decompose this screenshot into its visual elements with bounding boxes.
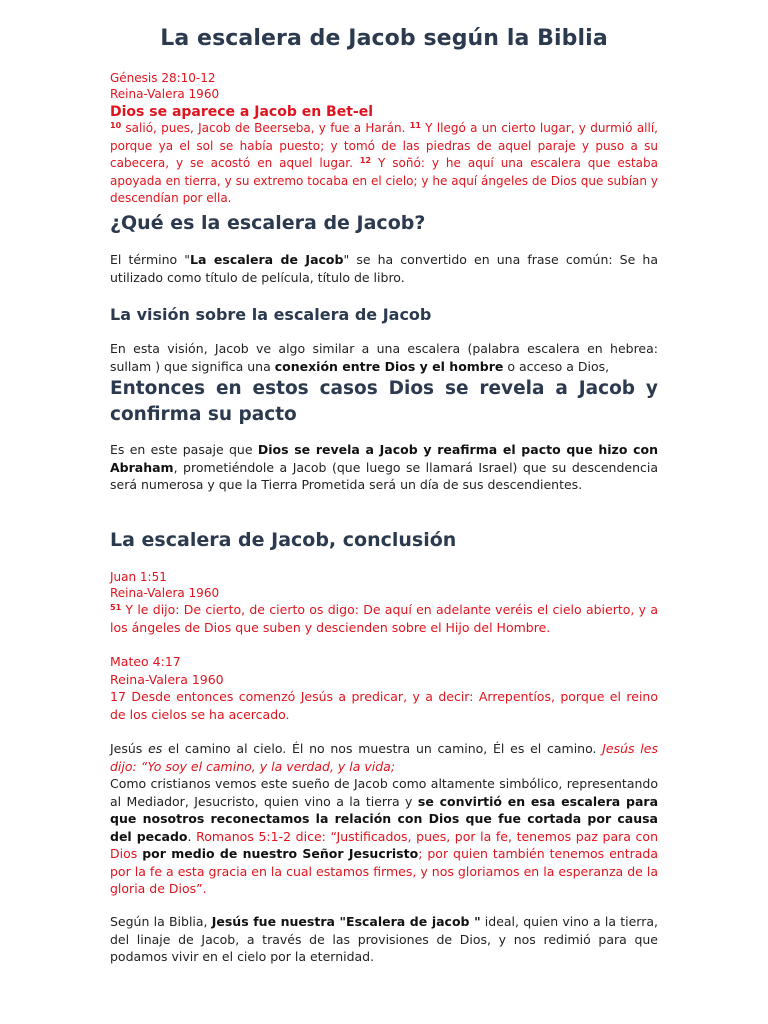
- verse-content: Y le dijo: De cierto, de cierto os digo: De aquí en adelante veréis el cielo abierto, y a los ángeles de Dios que suben y descienden sobre el Hijo del Hombre.: [110, 602, 658, 635]
- text-run-bold: Dios se revela a Jacob y reafirma el pacto que hizo con Abraham: [110, 442, 658, 475]
- verse-number: 12: [359, 156, 372, 166]
- verse-text: [110, 601, 658, 637]
- verse-number: 10: [110, 121, 122, 130]
- quote-text: ; por quien también tenemos entrada por la fe a esta gracia en la cual estamos firmes, y nos gloriamos en la esperanza de la gloria de Dios”.: [110, 846, 659, 896]
- mateo-reference: [110, 653, 658, 723]
- text-run: .: [187, 828, 197, 844]
- section-heading-conclusion: La escalera de Jacob, conclusión: [110, 529, 457, 551]
- paragraph-christians: [110, 775, 658, 898]
- reference-version: Reina-Valera 1960: [110, 671, 224, 687]
- reference-book: Génesis 28:10-12: [110, 71, 216, 85]
- reference-book: Mateo 4:17: [110, 654, 181, 669]
- text-run: Jesús: [110, 741, 149, 756]
- text-run: ideal, quien vino a la tierra, del linaje de Jacob, a través de las provisiones de Dios, y nos redimió para que podamos vivir en el cielo por la eternidad.: [110, 914, 658, 964]
- text-run-bold: se convirtió en esa escalera para que nosotros reconectamos la relación con Dios que fue cortada por causa del pecado: [110, 793, 659, 844]
- verse-heading: Dios se aparece a Jacob en Bet-el: [110, 104, 374, 120]
- reference-version: Reina-Valera 1960: [110, 87, 220, 101]
- verse-number: 51: [110, 603, 122, 612]
- verse-text: 17 Desde entonces comenzó Jesús a predicar, y a decir: Arrepentíos, porque el reino de los cielos se ha acercado.: [110, 689, 658, 722]
- paragraph-final: [110, 913, 658, 966]
- section-heading-reveal: Entonces en estos casos Dios se revela a Jacob y confirma su pacto: [110, 378, 658, 425]
- verse-content: Y soñó: y he aquí una escalera que estaba apoyada en tierra, y su extremo tocaba en el cielo; y he aquí ángeles de Dios que subían y descendían por ella.: [110, 156, 658, 206]
- text-run: o acceso a Dios,: [503, 358, 610, 374]
- page-title: La escalera de Jacob según la Biblia: [160, 26, 608, 51]
- paragraph-what: [110, 251, 658, 286]
- verse-content: Y llegó a un cierto lugar, y durmió allí, porque ya el sol se había puesto; y tomó de las piedras de aquel paraje y puso a su cabecera, y se acostó en aquel lugar.: [110, 121, 658, 171]
- paragraph-way: [110, 740, 658, 775]
- paragraph-vision: [110, 340, 658, 375]
- text-run-bold: La escalera de Jacob: [190, 252, 344, 267]
- quote-italic: Jesús les dijo: “Yo soy el camino, y la verdad, y la vida;: [110, 741, 658, 774]
- text-run: Como cristianos vemos este sueño de Jacob como altamente simbólico, representando al Mediador, Jesucristo, quien vino a la tierra y: [110, 776, 658, 809]
- text-run: El término ": [110, 252, 191, 267]
- reference-version: Reina-Valera 1960: [110, 586, 220, 600]
- genesis-reference: [110, 70, 658, 208]
- text-run: Según la Biblia,: [110, 914, 212, 929]
- verse-content: salió, pues, Jacob de Beerseba, y fue a Harán.: [121, 121, 410, 135]
- text-run: Es en este pasaje que: [110, 442, 258, 457]
- reference-book: Juan 1:51: [110, 570, 167, 584]
- paragraph-reveal: [110, 441, 658, 494]
- section-heading-what: ¿Qué es la escalera de Jacob?: [110, 212, 426, 234]
- text-run: , prometiéndole a Jacob (que luego se llamará Israel) que su descendencia será numerosa y que la Tierra Prometida será un día de sus descendientes.: [110, 459, 658, 492]
- verse-text: [110, 120, 658, 208]
- juan-reference: [110, 569, 658, 637]
- text-run-bold: conexión entre Dios y el hombre: [274, 358, 504, 374]
- section-heading-vision: La visión sobre la escalera de Jacob: [110, 305, 432, 324]
- text-run: el camino al cielo. Él no nos muestra un camino, Él es el camino.: [162, 741, 603, 756]
- text-run-italic: es: [148, 741, 163, 756]
- text-run-bold: Jesús fue nuestra "Escalera de jacob ": [211, 914, 481, 929]
- text-run: En esta visión, Jacob ve algo similar a una escalera (palabra escalera en hebrea: sullam ) que significa una: [110, 341, 658, 374]
- text-run: " se ha convertido en una frase común: Se ha utilizado como título de película, título de libro.: [110, 252, 658, 285]
- quote-bold: por medio de nuestro Señor Jesucristo: [142, 846, 419, 861]
- quote-text: Romanos 5:1-2 dice: “Justificados, pues, por la fe, tenemos paz para con Dios: [110, 828, 658, 861]
- verse-number: 11: [409, 121, 421, 130]
